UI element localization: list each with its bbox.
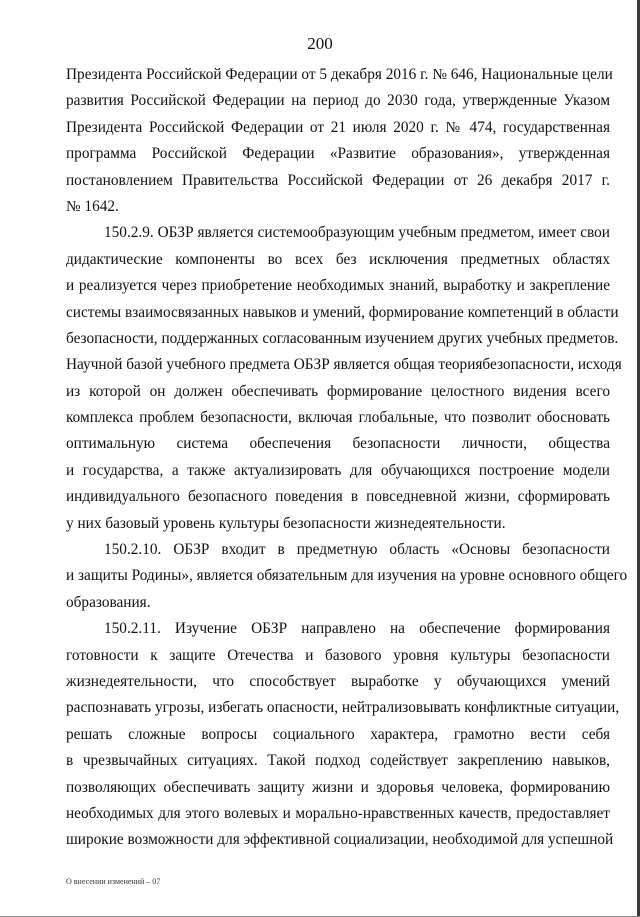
paragraph [66, 616, 620, 854]
text-line: 150.2.9. ОБЗР является системообразующим учебным предметом, имеет свои [104, 224, 610, 242]
page-number: 200 [307, 34, 333, 53]
paragraph [66, 537, 628, 616]
text-line: Президента Российской Федерации от 5 декабря 2016 г. № 646, Национальные цели [66, 66, 613, 83]
footer-note: О внесении изменений – 07 [66, 877, 161, 886]
text-line: и защиты Родины», является обязательным для изучения на уровне основного общего [66, 567, 628, 585]
text-line: у них базовый уровень культуры безопасности жизнедеятельности. [66, 514, 506, 532]
text-line: постановлением Правительства Российской Федерации от 26 декабря 2017 г. [66, 171, 610, 189]
document-body [66, 62, 628, 854]
text-line: готовности к защите Отечества и базового уровня культуры безопасности [66, 646, 610, 664]
text-line: необходимых для этого волевых и морально-нравственных качеств, предоставляет [66, 804, 610, 822]
text-line: и реализуется через приобретение необходимых знаний, выработку и закрепление [66, 277, 610, 295]
text-line: 150.2.10. ОБЗР входит в предметную область «Основы безопасности [104, 541, 610, 559]
paragraph [66, 220, 622, 537]
text-line: безопасности, поддержанных согласованным изучением других учебных предметов. [66, 329, 619, 347]
text-line: системы взаимосвязанных навыков и умений, формирование компетенций в области [66, 303, 619, 321]
text-line: широкие возможности для эффективной социализации, необходимой для успешной [66, 831, 614, 849]
text-line: жизнедеятельности, что способствует выработке у обучающихся умений [66, 672, 610, 690]
text-line: дидактические компоненты во всех без исключения предметных областях [66, 250, 610, 268]
text-line: 150.2.11. Изучение ОБЗР направлено на обеспечение формирования [104, 620, 610, 638]
text-line: развития Российской Федерации на период до 2030 года, утвержденные Указом [66, 92, 610, 110]
paragraph [66, 62, 613, 220]
text-line: Научной базой учебного предмета ОБЗР является общая теориябезопасности, исходя [66, 356, 622, 374]
text-line: программа Российской Федерации «Развитие образования», утвержденная [66, 145, 610, 163]
text-line: комплекса проблем безопасности, включая глобальные, что позволит обосновать [66, 409, 610, 427]
text-line: № 1642. [66, 197, 119, 215]
text-line: образования. [66, 593, 151, 611]
text-line: индивидуального безопасного поведения в повседневной жизни, сформировать [66, 488, 610, 506]
text-line: в чрезвычайных ситуациях. Такой подход содействует закреплению навыков, [66, 752, 610, 770]
text-line: оптимальную система обеспечения безопасности личности, общества [66, 435, 610, 453]
text-line: и государства, а также актуализировать для обучающихся построение модели [66, 461, 610, 479]
text-line: решать сложные вопросы социального характера, грамотно вести себя [66, 725, 610, 743]
text-line: позволяющих обеспечивать защиту жизни и здоровья человека, формированию [66, 778, 610, 796]
text-line: распознавать угрозы, избегать опасности, нейтрализовывать конфликтные ситуации, [66, 699, 620, 717]
text-line: Президента Российской Федерации от 21 июля 2020 г. № 474, государственная [66, 118, 610, 136]
text-line: из которой он должен обеспечивать формирование целостного видения всего [66, 382, 610, 400]
